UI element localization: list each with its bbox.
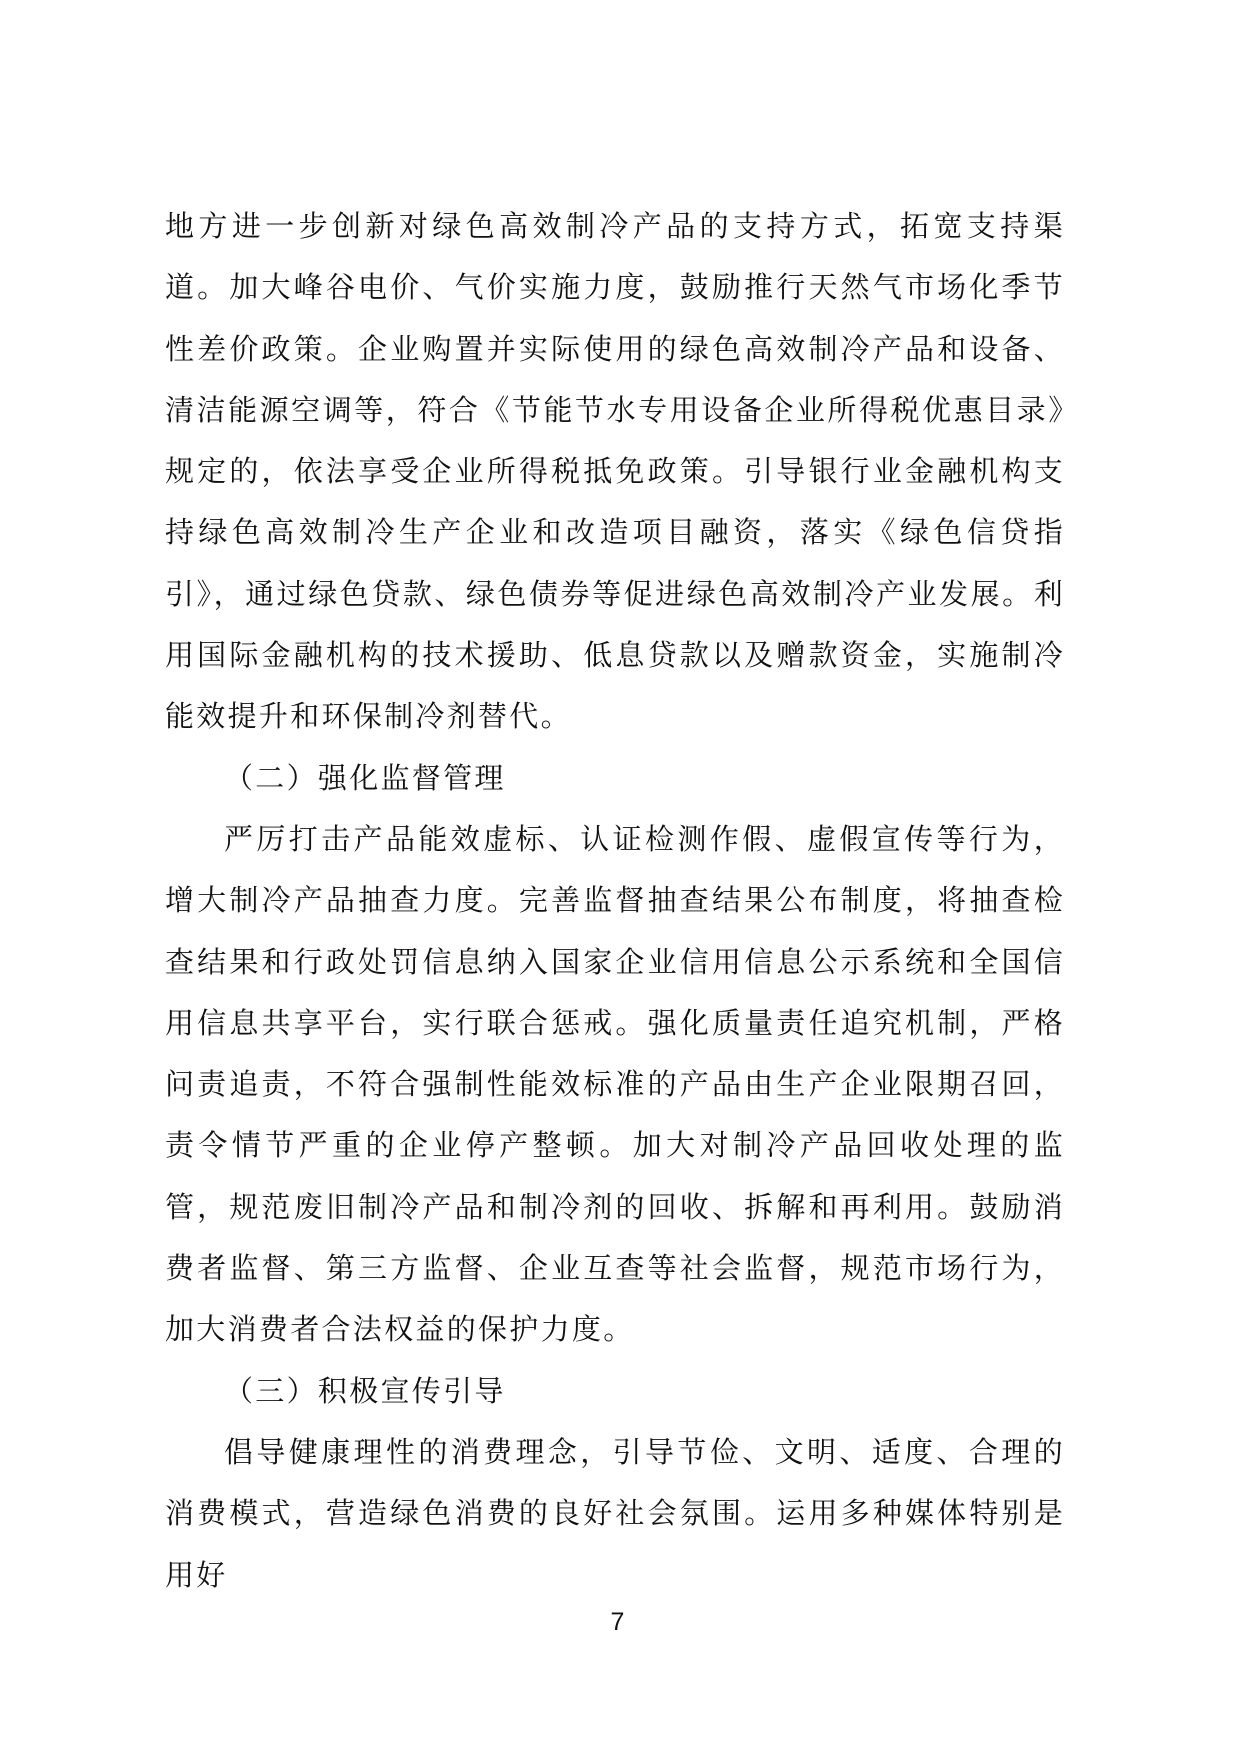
- paragraph-supervision: 严厉打击产品能效虚标、认证检测作假、虚假宣传等行为，增大制冷产品抽查力度。完善监督抽查结果公布制度，将抽查检查结果和行政处罚信息纳入国家企业信用信息公示系统和全国信用信息共享平台，实行联合惩戒。强化质量责任追究机制，严格问责追责，不符合强制性能效标准的产品由生产企业限期召回，责令情节严重的企业停产整顿。加大对制冷产品回收处理的监管，规范废旧制冷产品和制冷剂的回收、拆解和再利用。鼓励消费者监督、第三方监督、企业互查等社会监督，规范市场行为，加大消费者合法权益的保护力度。: [165, 821, 1065, 1347]
- paragraph-support-policy: 地方进一步创新对绿色高效制冷产品的支持方式，拓宽支持渠道。加大峰谷电价、气价实施力度，鼓励推行天然气市场化季节性差价政策。企业购置并实际使用的绿色高效制冷产品和设备、清洁能源空调等，符合《节能节水专用设备企业所得税优惠目录》规定的，依法享受企业所得税抵免政策。引导银行业金融机构支持绿色高效制冷生产企业和改造项目融资，落实《绿色信贷指引》，通过绿色贷款、绿色债券等促进绿色高效制冷产业发展。利用国际金融机构的技术援助、低息贷款以及赠款资金，实施制冷能效提升和环保制冷剂替代。: [165, 209, 1065, 734]
- document-body: [165, 196, 1065, 1606]
- section-heading-publicity: （三）积极宣传引导: [224, 1373, 506, 1408]
- page-number: 7: [610, 1608, 625, 1636]
- paragraph-publicity: 倡导健康理性的消费理念，引导节俭、文明、适度、合理的消费模式，营造绿色消费的良好社会氛围。运用多种媒体特别是用好: [165, 1434, 1065, 1592]
- section-heading-supervision: （二）强化监督管理: [224, 760, 506, 795]
